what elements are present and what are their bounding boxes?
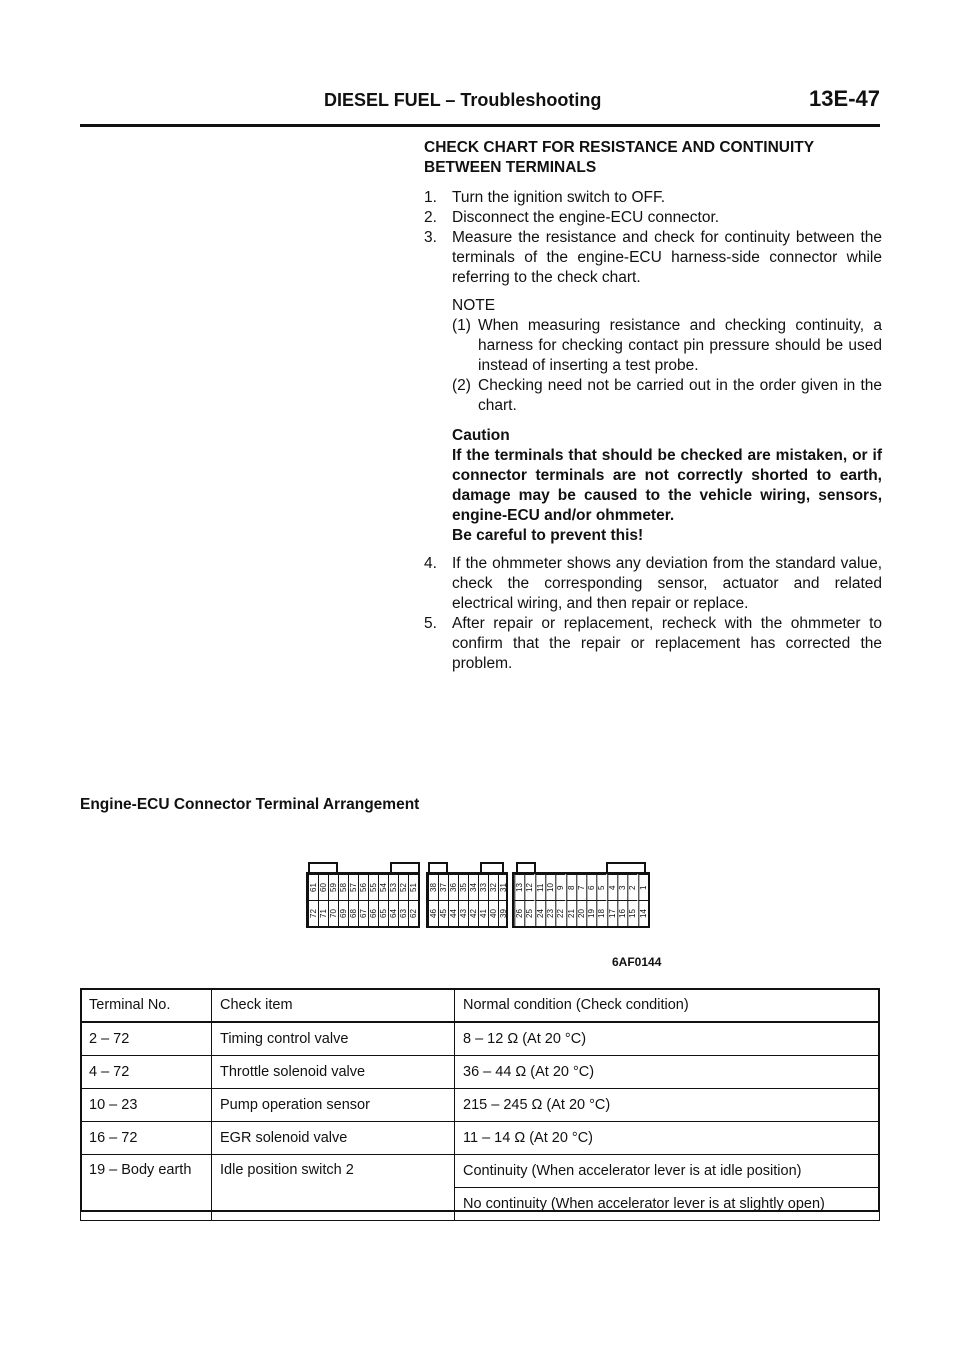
connector-latch-tab [390,862,420,872]
connector-terminal: 18 [596,900,606,926]
list-item-text: Disconnect the engine-ECU connector. [452,209,720,226]
connector-block-right [512,872,650,928]
connector-terminal: 19 [586,900,596,926]
connector-terminal: 39 [498,900,508,926]
cell-check-item: EGR solenoid valve [212,1122,455,1155]
connector-terminal: 24 [535,900,545,926]
connector-terminal: 16 [617,900,627,926]
connector-terminal: 53 [388,874,398,900]
connector-terminal: 59 [328,874,338,900]
connector-block-middle [426,872,508,928]
list-item-number: 4. [424,555,437,572]
connector-latch-tab [480,862,504,872]
cell-condition: Continuity (When accelerator lever is at idle position) [455,1155,880,1188]
list-item-number: 1. [424,189,437,206]
connector-terminal: 57 [348,874,358,900]
cell-check-item: Throttle solenoid valve [212,1056,455,1089]
caution-emphasis: Be careful to prevent this! [452,527,644,544]
list-item-number: 5. [424,615,437,632]
connector-terminal: 69 [338,900,348,926]
connector-terminal: 12 [524,874,534,900]
connector-terminal: 45 [438,900,448,926]
connector-terminal: 9 [555,874,565,900]
table-row [81,1122,880,1155]
connector-terminal: 6 [586,874,596,900]
connector-terminal: 13 [514,874,524,900]
connector-terminal: 31 [498,874,508,900]
connector-terminal: 23 [545,900,555,926]
list-item [424,208,882,228]
header-terminal: Terminal No. [81,989,212,1023]
connector-terminal: 38 [428,874,438,900]
connector-terminal: 34 [468,874,478,900]
connector-terminal: 54 [378,874,388,900]
list-item-text: Checking need not be carried out in the order given in the chart. [478,377,882,414]
connector-terminal: 58 [338,874,348,900]
connector-terminal: 32 [488,874,498,900]
cell-condition: 215 – 245 Ω (At 20 °C) [455,1089,880,1122]
list-item [424,614,882,674]
connector-terminal: 63 [398,900,408,926]
connector-terminal: 3 [617,874,627,900]
connector-terminal: 11 [535,874,545,900]
connector-terminal: 33 [478,874,488,900]
connector-terminal: 4 [607,874,617,900]
connector-terminal: 65 [378,900,388,926]
table-row [81,1089,880,1122]
connector-terminal: 43 [458,900,468,926]
connector-terminal: 21 [566,900,576,926]
table-row [81,1056,880,1089]
caution-text: If the terminals that should be checked are mistaken, or if connector terminals are not correctly shorted to earth, damage may be caused to the vehicle wiring, sensors, engine-ECU and/or ohmmeter. [452,447,882,524]
connector-terminal: 71 [318,900,328,926]
connector-terminal: 7 [576,874,586,900]
connector-terminal: 64 [388,900,398,926]
list-item [452,316,882,376]
list-item-number: 2. [424,209,437,226]
check-chart-title: CHECK CHART FOR RESISTANCE AND CONTINUITY BETWEEN TERMINALS [424,139,814,176]
connector-latch-tab [606,862,646,872]
section-title: DIESEL FUEL – Troubleshooting [324,90,602,110]
connector-terminal: 22 [555,900,565,926]
cell-check-item: Idle position switch 2 [212,1155,455,1221]
connector-diagram [306,860,650,934]
connector-terminal: 72 [308,900,318,926]
connector-terminal: 46 [428,900,438,926]
connector-terminal: 51 [408,874,418,900]
connector-terminal: 70 [328,900,338,926]
connector-terminal: 44 [448,900,458,926]
list-item [452,376,882,416]
connector-terminal: 61 [308,874,318,900]
connector-terminal: 68 [348,900,358,926]
page-header [80,84,880,127]
connector-latch-tab [428,862,448,872]
list-item-text: Measure the resistance and check for continuity between the terminals of the engine-ECU harness-side connector while referring to the check chart. [452,229,882,286]
connector-latch-tab [308,862,338,872]
connector-terminal: 66 [368,900,378,926]
connector-terminal: 37 [438,874,448,900]
connector-terminal: 67 [358,900,368,926]
cell-check-item: Pump operation sensor [212,1089,455,1122]
caution-heading: Caution [452,427,510,444]
header-check-item: Check item [212,989,455,1023]
note-heading: NOTE [452,297,496,314]
list-item-text: When measuring resistance and checking continuity, a harness for checking contact pin pressure should be used instead of inserting a test probe. [478,317,882,374]
cell-condition: 8 – 12 Ω (At 20 °C) [455,1022,880,1056]
list-item-number: 3. [424,229,437,246]
list-item-number: (2) [452,377,471,394]
note-block [452,296,882,546]
figure-id: 6AF0144 [612,955,662,969]
connector-terminal: 25 [524,900,534,926]
connector-terminal: 36 [448,874,458,900]
connector-terminal: 35 [458,874,468,900]
list-item-text: After repair or replacement, recheck with the ohmmeter to confirm that the repair or replacement has corrected the problem. [452,615,882,672]
caution-block [452,426,882,546]
cell-condition: 36 – 44 Ω (At 20 °C) [455,1056,880,1089]
connector-terminal: 52 [398,874,408,900]
connector-terminal: 40 [488,900,498,926]
connector-terminal: 56 [358,874,368,900]
connector-terminal: 62 [408,900,418,926]
table-header-row [81,989,880,1023]
cell-condition: 11 – 14 Ω (At 20 °C) [455,1122,880,1155]
list-item-text: If the ohmmeter shows any deviation from the standard value, check the corresponding sensor, actuator and related electrical wiring, and then repair or replace. [452,555,882,612]
cell-terminal: 19 – Body earth [81,1155,212,1221]
cell-terminal: 10 – 23 [81,1089,212,1122]
connector-terminal: 1 [638,874,648,900]
connector-terminal: 60 [318,874,328,900]
cell-terminal: 2 – 72 [81,1022,212,1056]
connector-terminal: 8 [566,874,576,900]
instructions-column [424,138,882,674]
connector-terminal: 41 [478,900,488,926]
connector-terminal: 17 [607,900,617,926]
connector-terminal: 26 [514,900,524,926]
connector-terminal: 55 [368,874,378,900]
cell-terminal: 4 – 72 [81,1056,212,1089]
connector-latch-tab [516,862,536,872]
list-item [424,554,882,614]
check-chart-table [80,988,880,1221]
list-item [424,188,882,208]
note-items [452,316,882,416]
connector-terminal: 5 [596,874,606,900]
table-row [81,1022,880,1056]
header-normal-condition: Normal condition (Check condition) [455,989,880,1023]
steps-list-b [424,554,882,674]
connector-terminal: 14 [638,900,648,926]
cell-check-item: Timing control valve [212,1022,455,1056]
connector-terminal: 20 [576,900,586,926]
connector-terminal: 42 [468,900,478,926]
table-row [81,1155,880,1188]
connector-terminal: 2 [627,874,637,900]
steps-list-a [424,188,882,288]
connector-terminal: 15 [627,900,637,926]
connector-arrangement-title: Engine-ECU Connector Terminal Arrangement [80,796,420,813]
cell-terminal: 16 – 72 [81,1122,212,1155]
list-item-number: (1) [452,317,471,334]
connector-terminal: 10 [545,874,555,900]
list-item-text: Turn the ignition switch to OFF. [452,189,666,206]
list-item [424,228,882,288]
cell-condition: No continuity (When accelerator lever is at slightly open) [455,1188,880,1221]
connector-block-left [306,872,420,928]
page-number: 13E-47 [809,86,880,111]
